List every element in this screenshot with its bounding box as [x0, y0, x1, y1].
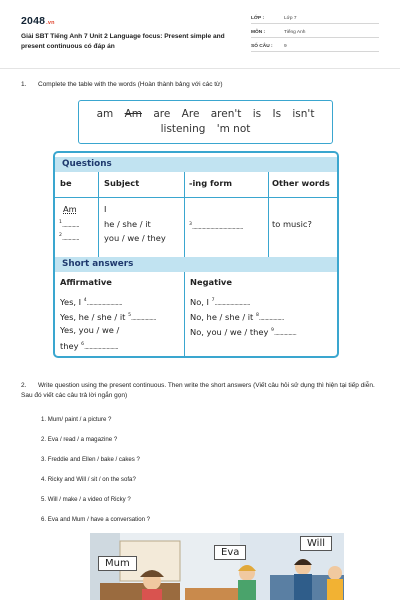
meta-key: MÔN :: [251, 30, 266, 35]
column-divider: [184, 172, 185, 257]
word: am: [96, 108, 114, 120]
list-item: 3. Freddie and Ellen / bake / cakes ?: [41, 456, 140, 463]
column-divider: [184, 272, 185, 358]
page-title: Giải SBT Tiếng Anh 7 Unit 2 Language focus: Present simple and present continuous có đáp án: [21, 33, 225, 50]
meta-subject: [251, 29, 379, 38]
blank-number: 4: [83, 298, 87, 303]
negative-title: [190, 277, 232, 288]
illustration: [90, 533, 344, 600]
subject-i: I: [104, 204, 107, 214]
blank-dots: .............: [61, 221, 79, 229]
column-title: Negative: [190, 277, 232, 287]
negative-8[interactable]: [190, 310, 284, 324]
blank-number: 2: [59, 233, 62, 238]
blank-number: 3: [189, 222, 192, 227]
list-item: 4. Ricky and Will / sit / on the sofa?: [41, 476, 136, 483]
column-divider: [268, 172, 269, 257]
word-box-row-1: [79, 107, 332, 122]
header-label: be: [60, 178, 72, 188]
affirmative-5[interactable]: [60, 310, 156, 324]
header-divider: [0, 68, 400, 69]
affirmative-6a: [60, 325, 119, 336]
blank-dots: ...................: [258, 314, 284, 322]
word: aren't: [210, 108, 242, 120]
header-subject: [104, 178, 139, 189]
grammar-table: [53, 151, 339, 358]
questions-band: Questions: [55, 157, 337, 172]
word: are: [153, 108, 171, 120]
answer-text: Yes, you / we /: [60, 325, 120, 335]
exercise-1-heading: [21, 81, 223, 88]
blank-2[interactable]: [59, 230, 79, 244]
logo-text: 2048: [21, 15, 46, 27]
blank-3[interactable]: [189, 219, 243, 233]
affirmative-4[interactable]: [60, 295, 122, 309]
label-will: Will: [300, 536, 332, 551]
affirmative-title: [60, 277, 112, 288]
short-answers-band: Short answers: [55, 257, 337, 272]
exercise-number: 2.: [21, 382, 27, 389]
word: isn't: [292, 108, 315, 120]
answer-text: they: [60, 340, 79, 351]
blank-number: 5: [128, 313, 131, 318]
blank-dots: ...........................: [86, 299, 122, 307]
blank-1[interactable]: [59, 217, 79, 231]
answer-text: No, you / we / they: [190, 326, 269, 337]
list-item: 2. Eva / read / a magazine ?: [41, 436, 118, 443]
answer-text: Yes, I: [60, 296, 82, 307]
blank-number: 9: [271, 328, 274, 333]
word: is: [252, 108, 262, 120]
be-example: Am: [63, 204, 77, 214]
negative-9[interactable]: [190, 325, 296, 339]
word-used: Am: [124, 108, 142, 120]
word: 'm not: [216, 123, 251, 135]
blank-dots: ..........................: [84, 343, 119, 351]
answer-text: Yes, he / she / it: [60, 311, 126, 322]
header-be: [60, 178, 72, 189]
logo-suffix: .vn: [46, 20, 55, 26]
word: listening: [160, 123, 206, 135]
answer-text: No, he / she / it: [190, 311, 254, 322]
blank-dots: .................: [273, 329, 297, 337]
meta-class: [251, 15, 379, 24]
header-other: [272, 178, 330, 189]
meta-key: LỚP :: [251, 16, 265, 21]
header-label: Other words: [272, 178, 330, 188]
list-item: 5. Will / make / a video of Ricky ?: [41, 496, 131, 503]
answer-text: No, I: [190, 296, 210, 307]
other-words: to music?: [272, 219, 312, 229]
exercise-number: 1.: [21, 81, 27, 88]
word: Is: [272, 108, 282, 120]
meta-count: [251, 43, 379, 52]
blank-dots: ...........................: [214, 299, 250, 307]
exercise-2-heading: [21, 381, 381, 401]
subject-he: he / she / it: [104, 219, 151, 229]
blank-dots: ...................: [131, 314, 156, 322]
label-mum: Mum: [98, 556, 137, 571]
word-box-row-2: [79, 122, 332, 137]
header-label: Subject: [104, 178, 140, 188]
blank-number: 7: [211, 298, 215, 303]
subject-you: you / we / they: [104, 233, 166, 243]
list-item: 6. Eva and Mum / have a conversation ?: [41, 516, 151, 523]
column-divider: [98, 172, 99, 257]
blank-number: 6: [81, 342, 85, 347]
meta-value: 9: [284, 44, 287, 49]
exercise-instruction: Write question using the present continuous. Then write the short answers (Viết câu hỏi sử dụng thì hiện tại tiếp diễn. Sau đó viết các câu trả lời ngắn gọn): [21, 382, 375, 399]
row-divider: [55, 197, 337, 198]
header-ing: [189, 178, 232, 189]
blank-number: 1: [59, 220, 62, 225]
meta-value: Tiếng Anh: [284, 30, 306, 35]
blank-dots: .......................................: [191, 223, 243, 231]
meta-key: SỐ CÂU :: [251, 44, 273, 49]
meta-value: Lớp 7: [284, 16, 297, 21]
label-eva: Eva: [214, 545, 246, 560]
negative-7[interactable]: [190, 295, 250, 309]
page-header: [0, 0, 400, 66]
column-title: Affirmative: [60, 277, 112, 287]
list-item: 1. Mum/ paint / a picture ?: [41, 416, 112, 423]
exercise-instruction: Complete the table with the words (Hoàn thành bảng với các từ): [38, 81, 223, 88]
word: Are: [181, 108, 200, 120]
blank-number: 8: [255, 313, 259, 318]
header-label: -ing form: [189, 178, 233, 188]
site-logo[interactable]: [21, 15, 55, 27]
blank-dots: .............: [61, 234, 79, 242]
word-box: [78, 100, 333, 144]
affirmative-6[interactable]: [60, 339, 118, 353]
